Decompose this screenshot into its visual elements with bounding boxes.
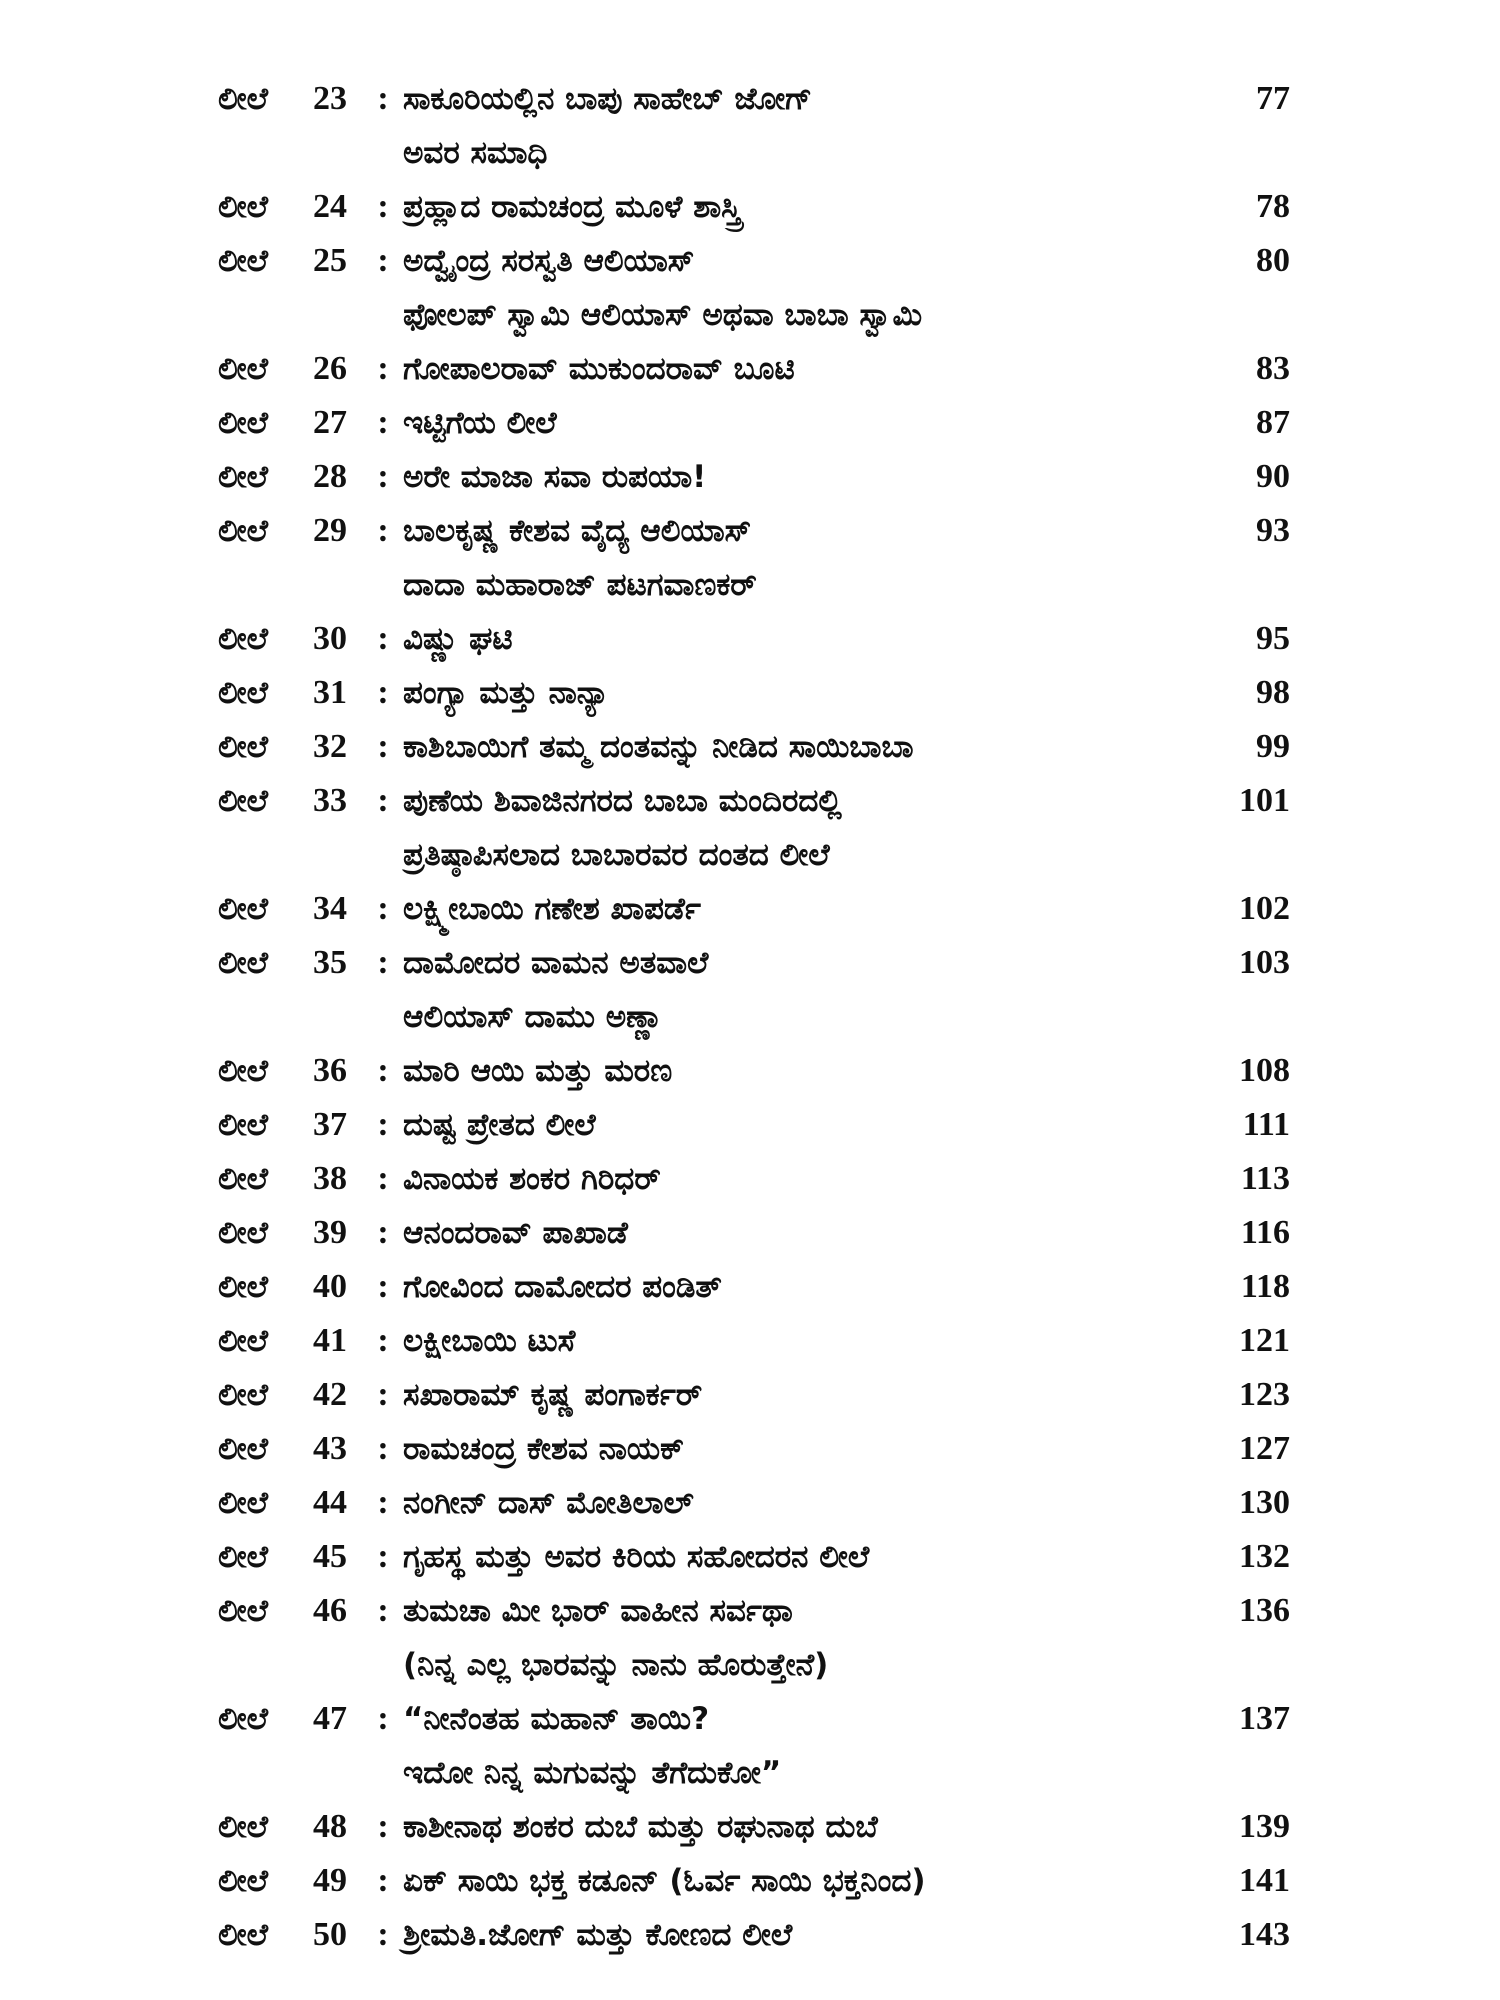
entry-number: 30 xyxy=(313,620,347,657)
label-word: ಲೀಲೆ xyxy=(218,1107,269,1143)
entry-colon: : xyxy=(377,80,389,117)
entry-title xyxy=(403,1854,1160,1908)
entry-title-line: ಕಾಶೀನಾಥ ಶಂಕರ ದುಬೆ ಮತ್ತು ರಘುನಾಥ ದುಬೆ xyxy=(403,1809,878,1845)
entry-number: 25 xyxy=(313,242,347,279)
entry-page-number: 102 xyxy=(1239,890,1290,927)
entry-title xyxy=(403,1098,1160,1152)
entry-colon: : xyxy=(377,1592,389,1629)
entry-label xyxy=(218,342,363,396)
entry-page-number: 103 xyxy=(1239,944,1290,981)
entry-page-number: 132 xyxy=(1239,1538,1290,1575)
toc-entry xyxy=(218,1422,1290,1476)
entry-number: 50 xyxy=(313,1916,347,1953)
label-word: ಲೀಲೆ xyxy=(218,459,269,495)
entry-label xyxy=(218,1854,363,1908)
entry-title xyxy=(403,1908,1160,1962)
entry-colon: : xyxy=(377,404,389,441)
entry-label xyxy=(218,1476,363,1530)
entry-title xyxy=(403,396,1160,450)
entry-number: 24 xyxy=(313,188,347,225)
toc-entry xyxy=(218,612,1290,666)
label-word: ಲೀಲೆ xyxy=(218,1809,269,1845)
toc-entry xyxy=(218,72,1290,180)
entry-colon: : xyxy=(377,1538,389,1575)
entry-title-line: ಬಾಲಕೃಷ್ಣ ಕೇಶವ ವೈದ್ಯ ಆಲಿಯಾಸ್ xyxy=(403,513,752,549)
entry-label xyxy=(218,720,363,774)
entry-page-number: 87 xyxy=(1256,404,1290,441)
toc-entry xyxy=(218,1260,1290,1314)
entry-title xyxy=(403,1152,1160,1206)
entry-label xyxy=(218,1206,363,1260)
entry-page-number: 83 xyxy=(1256,350,1290,387)
toc-entry xyxy=(218,180,1290,234)
toc-entry xyxy=(218,450,1290,504)
entry-colon: : xyxy=(377,350,389,387)
entry-title-line: ಅವರ ಸಮಾಧಿ xyxy=(403,135,548,171)
label-word: ಲೀಲೆ xyxy=(218,189,269,225)
entry-colon: : xyxy=(377,1700,389,1737)
toc-entry xyxy=(218,1854,1290,1908)
entry-title xyxy=(403,1368,1160,1422)
entry-colon: : xyxy=(377,512,389,549)
entry-title-line: ಅರೇ ಮಾಜಾ ಸವಾ ರುಪಯಾ! xyxy=(403,459,707,495)
entry-number: 44 xyxy=(313,1484,347,1521)
table-of-contents xyxy=(218,72,1290,1962)
entry-title xyxy=(403,774,1160,882)
entry-label xyxy=(218,180,363,234)
entry-number: 36 xyxy=(313,1052,347,1089)
entry-number: 31 xyxy=(313,674,347,711)
label-word: ಲೀಲೆ xyxy=(218,1431,269,1467)
entry-label xyxy=(218,774,363,828)
entry-page-number: 99 xyxy=(1256,728,1290,765)
entry-title-line: ಅದ್ವೈಂದ್ರ ಸರಸ್ವತಿ ಆಲಿಯಾಸ್ xyxy=(403,243,695,279)
entry-number: 48 xyxy=(313,1808,347,1845)
entry-title-line: ಏಕ್ ಸಾಯಿ ಭಕ್ತ ಕಡೂನ್ (ಓರ್ವ ಸಾಯಿ ಭಕ್ತನಿಂದ) xyxy=(403,1863,926,1899)
entry-title xyxy=(403,1530,1160,1584)
entry-label xyxy=(218,666,363,720)
entry-title xyxy=(403,342,1160,396)
entry-label xyxy=(218,882,363,936)
label-word: ಲೀಲೆ xyxy=(218,1215,269,1251)
entry-title-line: ಲಕ್ಷೀಬಾಯಿ ಟುಸೆ xyxy=(403,1323,576,1359)
toc-entry xyxy=(218,342,1290,396)
entry-number: 23 xyxy=(313,80,347,117)
entry-title-line: ವಿನಾಯಕ ಶಂಕರ ಗಿರಿಧರ್ xyxy=(403,1161,661,1197)
entry-page-number: 136 xyxy=(1239,1592,1290,1629)
entry-title xyxy=(403,612,1160,666)
entry-title-line: ಸಖಾರಾಮ್ ಕೃಷ್ಣ ಪಂಗಾರ್ಕರ್ xyxy=(403,1377,703,1413)
entry-page-number: 139 xyxy=(1239,1808,1290,1845)
entry-label xyxy=(218,1800,363,1854)
entry-label xyxy=(218,396,363,450)
entry-page-number: 95 xyxy=(1256,620,1290,657)
entry-title-line: ದಾದಾ ಮಹಾರಾಜ್ ಪಟಗವಾಣಕರ್ xyxy=(403,567,757,603)
entry-colon: : xyxy=(377,1916,389,1953)
entry-page-number: 80 xyxy=(1256,242,1290,279)
toc-entry xyxy=(218,1368,1290,1422)
toc-entry xyxy=(218,504,1290,612)
label-word: ಲೀಲೆ xyxy=(218,405,269,441)
entry-page-number: 101 xyxy=(1239,782,1290,819)
entry-title xyxy=(403,450,1160,504)
entry-colon: : xyxy=(377,1430,389,1467)
entry-title-line: ಆನಂದರಾವ್ ಪಾಖಾಡೆ xyxy=(403,1215,628,1251)
entry-title-line: “ನೀನೆಂತಹ ಮಹಾನ್ ತಾಯಿ? xyxy=(403,1701,710,1737)
entry-number: 37 xyxy=(313,1106,347,1143)
entry-number: 38 xyxy=(313,1160,347,1197)
entry-title-line: ಶ್ರೀಮತಿ.ಜೋಗ್ ಮತ್ತು ಕೋಣದ ಲೀಲೆ xyxy=(403,1917,793,1953)
entry-title-line: ಗೋಪಾಲರಾವ್ ಮುಕುಂದರಾವ್ ಬೂಟಿ xyxy=(403,351,795,387)
entry-number: 47 xyxy=(313,1700,347,1737)
entry-label xyxy=(218,1584,363,1638)
entry-title-line: ಇಟ್ಟಿಗೆಯ ಲೀಲೆ xyxy=(403,405,557,441)
entry-number: 42 xyxy=(313,1376,347,1413)
toc-entry xyxy=(218,720,1290,774)
entry-page-number: 143 xyxy=(1239,1916,1290,1953)
entry-page-number: 93 xyxy=(1256,512,1290,549)
entry-title-line: ಇದೋ ನಿನ್ನ ಮಗುವನ್ನು ತೆಗೆದುಕೋ” xyxy=(403,1755,782,1791)
entry-title-line: ಲಕ್ಷ್ಮೀಬಾಯಿ ಗಣೇಶ ಖಾಪರ್ಡೆ xyxy=(403,891,701,927)
entry-title xyxy=(403,882,1160,936)
toc-entry xyxy=(218,1476,1290,1530)
label-word: ಲೀಲೆ xyxy=(218,1161,269,1197)
entry-title xyxy=(403,720,1160,774)
label-word: ಲೀಲೆ xyxy=(218,351,269,387)
entry-title-line: ವಿಷ್ಣು ಘಟಿ xyxy=(403,621,513,657)
label-word: ಲೀಲೆ xyxy=(218,1863,269,1899)
entry-page-number: 123 xyxy=(1239,1376,1290,1413)
entry-number: 34 xyxy=(313,890,347,927)
entry-number: 28 xyxy=(313,458,347,495)
toc-entry xyxy=(218,1800,1290,1854)
entry-colon: : xyxy=(377,1322,389,1359)
entry-number: 32 xyxy=(313,728,347,765)
entry-title-line: ದುಷ್ಟ ಪ್ರೇತದ ಲೀಲೆ xyxy=(403,1107,596,1143)
entry-title xyxy=(403,666,1160,720)
entry-page-number: 121 xyxy=(1239,1322,1290,1359)
entry-colon: : xyxy=(377,890,389,927)
label-word: ಲೀಲೆ xyxy=(218,945,269,981)
entry-colon: : xyxy=(377,944,389,981)
entry-colon: : xyxy=(377,1268,389,1305)
entry-number: 29 xyxy=(313,512,347,549)
entry-title-line: ಗೋವಿಂದ ದಾಮೋದರ ಪಂಡಿತ್ xyxy=(403,1269,722,1305)
entry-title-line: ಪ್ರಹ್ಲಾದ ರಾಮಚಂದ್ರ ಮೂಳೆ ಶಾಸ್ತ್ರಿ xyxy=(403,189,742,225)
entry-label xyxy=(218,1260,363,1314)
toc-entry xyxy=(218,1098,1290,1152)
label-word: ಲೀಲೆ xyxy=(218,1593,269,1629)
label-word: ಲೀಲೆ xyxy=(218,1377,269,1413)
entry-number: 40 xyxy=(313,1268,347,1305)
entry-title-line: ಸಾಕೂರಿಯಲ್ಲಿನ ಬಾಪು ಸಾಹೇಬ್ ಜೋಗ್ xyxy=(403,81,812,117)
label-word: ಲೀಲೆ xyxy=(218,1917,269,1953)
toc-entry xyxy=(218,666,1290,720)
entry-title-line: (ನಿನ್ನ ಎಲ್ಲ ಭಾರವನ್ನು ನಾನು ಹೊರುತ್ತೇನೆ) xyxy=(403,1647,829,1683)
entry-page-number: 127 xyxy=(1239,1430,1290,1467)
entry-title xyxy=(403,234,1160,342)
label-word: ಲೀಲೆ xyxy=(218,81,269,117)
label-word: ಲೀಲೆ xyxy=(218,891,269,927)
entry-title-line: ಕಾಶಿಬಾಯಿಗೆ ತಮ್ಮ ದಂತವನ್ನು ನೀಡಿದ ಸಾಯಿಬಾಬಾ xyxy=(403,729,914,765)
toc-entry xyxy=(218,1314,1290,1368)
entry-title-line: ಮಾರಿ ಆಯಿ ಮತ್ತು ಮರಣ xyxy=(403,1053,673,1089)
entry-number: 35 xyxy=(313,944,347,981)
entry-number: 43 xyxy=(313,1430,347,1467)
entry-title xyxy=(403,72,1160,180)
entry-colon: : xyxy=(377,674,389,711)
entry-label xyxy=(218,1692,363,1746)
entry-title xyxy=(403,1800,1160,1854)
entry-label xyxy=(218,1044,363,1098)
entry-title xyxy=(403,1206,1160,1260)
toc-entry xyxy=(218,234,1290,342)
label-word: ಲೀಲೆ xyxy=(218,1539,269,1575)
entry-colon: : xyxy=(377,458,389,495)
entry-colon: : xyxy=(377,728,389,765)
toc-entry xyxy=(218,396,1290,450)
label-word: ಲೀಲೆ xyxy=(218,243,269,279)
toc-entry xyxy=(218,774,1290,882)
entry-number: 33 xyxy=(313,782,347,819)
entry-page-number: 90 xyxy=(1256,458,1290,495)
entry-title xyxy=(403,1584,1160,1692)
entry-colon: : xyxy=(377,1862,389,1899)
toc-entry xyxy=(218,882,1290,936)
entry-colon: : xyxy=(377,1106,389,1143)
entry-page-number: 137 xyxy=(1239,1700,1290,1737)
entry-title-line: ಪ್ರತಿಷ್ಠಾಪಿಸಲಾದ ಬಾಬಾರವರ ದಂತದ ಲೀಲೆ xyxy=(403,837,830,873)
entry-label xyxy=(218,72,363,126)
toc-entry xyxy=(218,1530,1290,1584)
entry-title-line: ಪುಣೆಯ ಶಿವಾಜಿನಗರದ ಬಾಬಾ ಮಂದಿರದಲ್ಲಿ xyxy=(403,783,842,819)
entry-page-number: 108 xyxy=(1239,1052,1290,1089)
entry-page-number: 78 xyxy=(1256,188,1290,225)
entry-title xyxy=(403,180,1160,234)
entry-label xyxy=(218,234,363,288)
entry-title-line: ಗೃಹಸ್ಥ ಮತ್ತು ಅವರ ಕಿರಿಯ ಸಹೋದರನ ಲೀಲೆ xyxy=(403,1539,870,1575)
entry-title-line: ದಾಮೋದರ ವಾಮನ ಅತವಾಲೆ xyxy=(403,945,709,981)
entry-label xyxy=(218,612,363,666)
entry-title xyxy=(403,1692,1160,1800)
label-word: ಲೀಲೆ xyxy=(218,1701,269,1737)
label-word: ಲೀಲೆ xyxy=(218,783,269,819)
toc-entry xyxy=(218,1206,1290,1260)
entry-label xyxy=(218,1908,363,1962)
label-word: ಲೀಲೆ xyxy=(218,1323,269,1359)
entry-number: 39 xyxy=(313,1214,347,1251)
label-word: ಲೀಲೆ xyxy=(218,675,269,711)
entry-label xyxy=(218,936,363,990)
entry-number: 46 xyxy=(313,1592,347,1629)
entry-title xyxy=(403,1476,1160,1530)
entry-colon: : xyxy=(377,782,389,819)
label-word: ಲೀಲೆ xyxy=(218,513,269,549)
entry-colon: : xyxy=(377,188,389,225)
toc-entry xyxy=(218,1044,1290,1098)
entry-label xyxy=(218,1530,363,1584)
entry-number: 26 xyxy=(313,350,347,387)
entry-colon: : xyxy=(377,1376,389,1413)
entry-colon: : xyxy=(377,242,389,279)
entry-colon: : xyxy=(377,1214,389,1251)
entry-label xyxy=(218,1152,363,1206)
entry-page-number: 118 xyxy=(1240,1268,1290,1305)
entry-label xyxy=(218,1098,363,1152)
entry-number: 49 xyxy=(313,1862,347,1899)
entry-colon: : xyxy=(377,620,389,657)
entry-title xyxy=(403,1314,1160,1368)
entry-page-number: 141 xyxy=(1239,1862,1290,1899)
toc-entry xyxy=(218,1152,1290,1206)
entry-page-number: 77 xyxy=(1256,80,1290,117)
label-word: ಲೀಲೆ xyxy=(218,729,269,765)
toc-entry xyxy=(218,1908,1290,1962)
entry-label xyxy=(218,504,363,558)
entry-page-number: 116 xyxy=(1240,1214,1290,1251)
label-word: ಲೀಲೆ xyxy=(218,1053,269,1089)
entry-number: 27 xyxy=(313,404,347,441)
entry-number: 45 xyxy=(313,1538,347,1575)
entry-page-number: 113 xyxy=(1240,1160,1290,1197)
entry-title xyxy=(403,1260,1160,1314)
entry-label xyxy=(218,1314,363,1368)
entry-title-line: ಆಲಿಯಾಸ್ ದಾಮು ಅಣ್ಣಾ xyxy=(403,999,663,1035)
entry-title-line: ಪಂಗ್ಯಾ ಮತ್ತು ನಾನ್ಯಾ xyxy=(403,675,610,711)
toc-entry xyxy=(218,936,1290,1044)
label-word: ಲೀಲೆ xyxy=(218,1269,269,1305)
entry-title xyxy=(403,1422,1160,1476)
entry-title-line: ಫೋಲಪ್ ಸ್ವಾಮಿ ಆಲಿಯಾಸ್ ಅಥವಾ ಬಾಬಾ ಸ್ವಾಮಿ xyxy=(403,297,923,333)
entry-title xyxy=(403,936,1160,1044)
entry-title-line: ತುಮಚಾ ಮೀ ಭಾರ್ ವಾಹೀನ ಸರ್ವಥಾ xyxy=(403,1593,793,1629)
entry-title-line: ನಂಗೀನ್ ದಾಸ್ ಮೋತಿಲಾಲ್ xyxy=(403,1485,694,1521)
entry-page-number: 111 xyxy=(1242,1106,1290,1143)
entry-label xyxy=(218,1422,363,1476)
entry-title xyxy=(403,1044,1160,1098)
entry-label xyxy=(218,450,363,504)
entry-colon: : xyxy=(377,1808,389,1845)
entry-colon: : xyxy=(377,1484,389,1521)
toc-entry xyxy=(218,1584,1290,1692)
entry-page-number: 130 xyxy=(1239,1484,1290,1521)
entry-title-line: ರಾಮಚಂದ್ರ ಕೇಶವ ನಾಯಕ್ xyxy=(403,1431,685,1467)
toc-entry xyxy=(218,1692,1290,1800)
label-word: ಲೀಲೆ xyxy=(218,1485,269,1521)
entry-title xyxy=(403,504,1160,612)
entry-colon: : xyxy=(377,1052,389,1089)
entry-number: 41 xyxy=(313,1322,347,1359)
entry-page-number: 98 xyxy=(1256,674,1290,711)
entry-colon: : xyxy=(377,1160,389,1197)
entry-label xyxy=(218,1368,363,1422)
label-word: ಲೀಲೆ xyxy=(218,621,269,657)
